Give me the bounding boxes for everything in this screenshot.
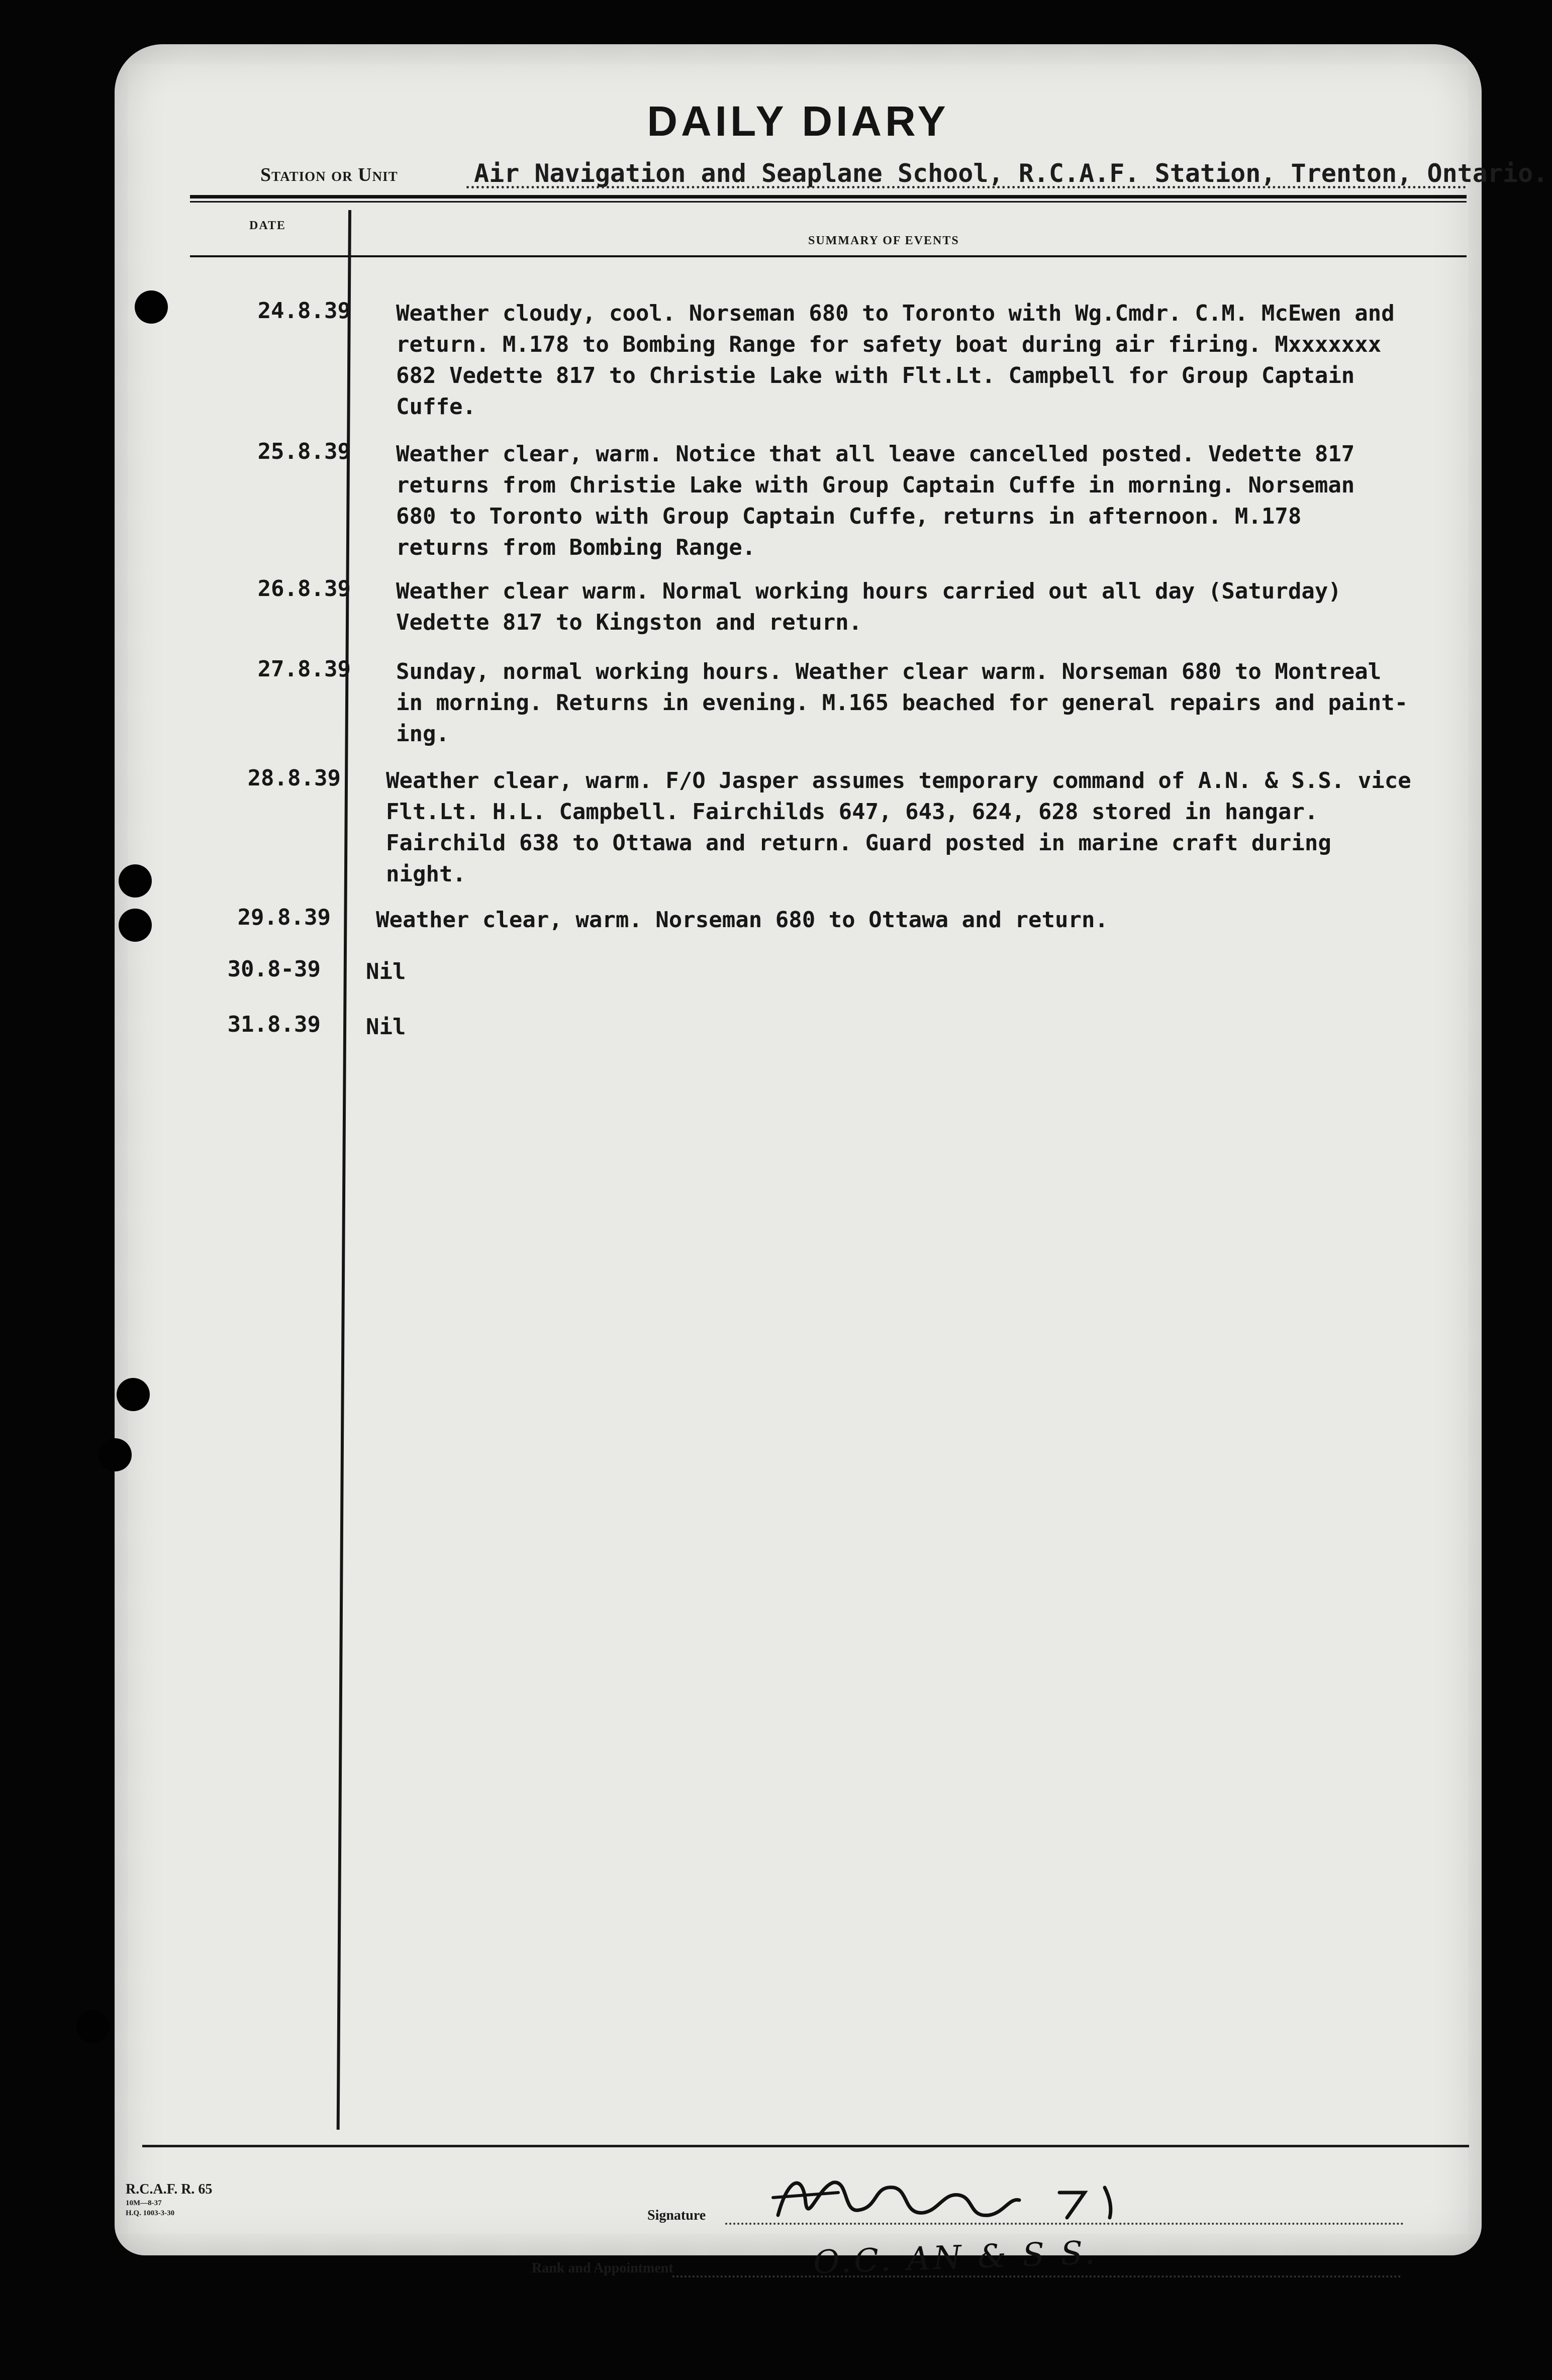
entry-text: Weather clear, warm. Notice that all leave cancelled posted. Vedette 817 returns from Christie Lake with Group Captain Cuffe in morning. Norseman 680 to Toronto with Group Captain Cuffe, returns in afternoon. M.178 returns from Bombing Range. (396, 441, 1355, 560)
header-rule-bottom (190, 255, 1467, 257)
station-underline (466, 186, 1467, 188)
entry-date: 29.8.39 (237, 905, 331, 930)
entry-date: 28.8.39 (247, 765, 341, 791)
punch-hole (99, 1438, 132, 1471)
station-value: Air Navigation and Seaplane School, R.C.A.F. Station, Trenton, Ontario. (474, 159, 1548, 188)
entry-text: Weather cloudy, cool. Norseman 680 to Toronto with Wg.Cmdr. C.M. McEwen and return. M.178 to Bombing Range for safety boat during air firing. Mxxxxxxx 682 Vedette 817 to Christie Lake with Flt.Lt. Campbell for Group Captain Cuffe. (396, 301, 1395, 420)
station-label: Station or Unit (260, 164, 398, 185)
entry-text: Weather clear warm. Normal working hours carried out all day (Saturday) Vedette 817 to Kingston and return. (396, 578, 1341, 635)
header-rule-top (190, 195, 1467, 199)
form-code-print: 10M—8-37 (126, 2199, 162, 2207)
header-rule-top-thin (190, 201, 1467, 203)
rank-label: Rank and Appointment (532, 2260, 673, 2276)
diary-page (115, 44, 1548, 2282)
entry-date: 26.8.39 (257, 576, 351, 602)
entry-text: Nil (366, 1014, 406, 1040)
punch-hole (76, 2010, 110, 2043)
rank-line (672, 2275, 1401, 2277)
page-title: DAILY DIARY (647, 97, 949, 145)
signature-label: Signature (647, 2208, 706, 2223)
punch-hole (135, 290, 168, 324)
entry-text: Weather clear, warm. Norseman 680 to Ottawa and return. (376, 907, 1108, 933)
handwritten-signature (758, 2167, 1210, 2233)
date-column-header: DATE (249, 219, 286, 232)
form-code-hq: H.Q. 1003-3-30 (126, 2209, 175, 2217)
punch-hole (119, 909, 152, 942)
date-column-divider (337, 210, 351, 2130)
summary-column-header: SUMMARY OF EVENTS (808, 234, 959, 247)
footer-rule (142, 2145, 1469, 2147)
punch-hole (117, 1378, 150, 1411)
entry-date: 30.8-39 (227, 956, 321, 982)
rank-value: O.C. AN & S S. (812, 2234, 1099, 2282)
entry-text: Weather clear, warm. F/O Jasper assumes temporary command of A.N. & S.S. vice Flt.Lt. H.L. Campbell. Fairchilds 647, 643, 624, 628 stored in hangar. Fairchild 638 to Ottawa and return. Guard posted in marine craft during night. (386, 768, 1411, 887)
entry-date: 31.8.39 (227, 1012, 321, 1037)
form-code-main: R.C.A.F. R. 65 (126, 2181, 213, 2197)
entry-date: 24.8.39 (257, 298, 351, 324)
entry-text: Nil (366, 959, 406, 984)
entry-date: 27.8.39 (257, 656, 351, 682)
entry-text: Sunday, normal working hours. Weather clear warm. Norseman 680 to Montreal in morning. Returns in evening. M.165 beached for general repairs and paint- ing. (396, 659, 1408, 747)
form-code (126, 2181, 212, 2218)
entry-date: 25.8.39 (257, 439, 351, 464)
punch-hole (119, 864, 152, 898)
